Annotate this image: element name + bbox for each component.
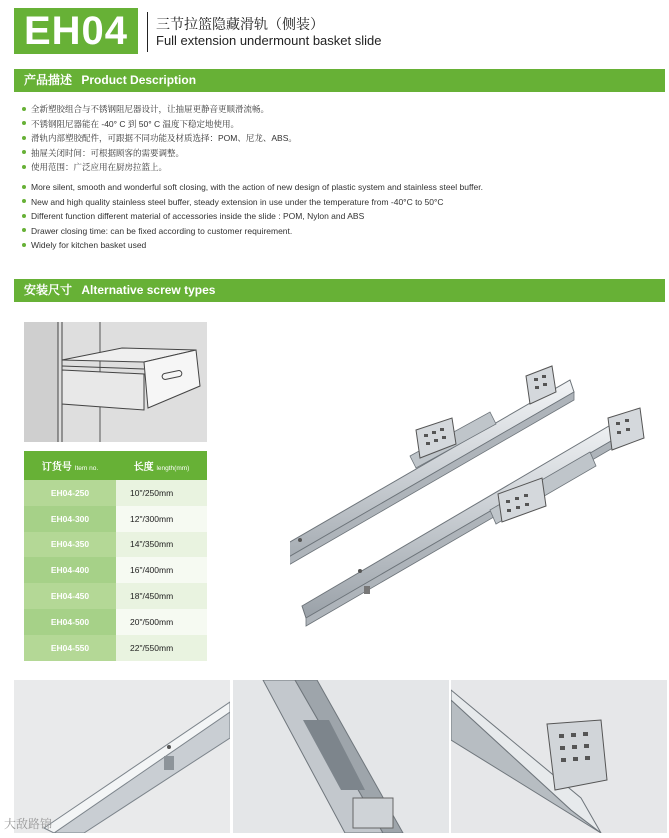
table-row: [24, 557, 207, 583]
item-length: 12"/300mm: [130, 513, 174, 524]
slide-product-image: [290, 360, 660, 630]
spec-table: [24, 451, 207, 661]
item-code: EH04-250: [24, 480, 116, 506]
item-code: EH04-550: [24, 635, 116, 661]
list-item: 抽屉关闭时间：可根据顾客的需要调整。: [22, 146, 297, 161]
item-length: 20"/500mm: [130, 616, 174, 627]
bullet-icon: [22, 199, 26, 203]
header-item-no: 订货号 Item no.: [24, 451, 116, 480]
list-item: Drawer closing time: can be fixed according to customer requirement.: [22, 224, 483, 239]
item-length: 18"/450mm: [130, 591, 174, 602]
item-code: EH04-400: [24, 557, 116, 583]
list-item: 滑轨内部塑胶配件，可跟据不同功能及材质选择：POM、尼龙、ABS。: [22, 131, 297, 146]
installation-diagram: [24, 322, 207, 442]
table-row: [24, 635, 207, 661]
section-title-cn: 产品描述: [24, 73, 73, 87]
model-logo: EH04: [14, 8, 138, 54]
bullet-icon: [22, 165, 26, 169]
list-item: Widely for kitchen basket used: [22, 238, 483, 253]
list-item: Different function different material of accessories inside the slide : POM, Nylon and ABS: [22, 209, 483, 224]
item-length: 16"/400mm: [130, 565, 174, 576]
table-header-row: [24, 451, 207, 480]
table-row: [24, 532, 207, 558]
table-row: [24, 583, 207, 609]
detail-photo-3: [451, 680, 667, 833]
title-chinese: 三节拉篮隐藏滑轨（侧装）: [156, 16, 324, 32]
bullet-icon: [22, 228, 26, 232]
item-code: EH04-350: [24, 532, 116, 558]
title-divider: [147, 12, 148, 52]
detail-photo-1: [14, 680, 230, 833]
bullet-icon: [22, 150, 26, 154]
detail-photo-2: [233, 680, 449, 833]
description-list-en: [22, 180, 483, 253]
table-row: [24, 480, 207, 506]
section-title-en: Alternative screw types: [81, 283, 216, 297]
bullet-icon: [22, 243, 26, 247]
bullet-icon: [22, 185, 26, 189]
product-description-bar: [14, 69, 665, 92]
item-code: EH04-300: [24, 506, 116, 532]
list-item: 不锈钢阻尼器能在 -40° C 到 50° C 温度下稳定地使用。: [22, 117, 297, 132]
item-length: 10"/250mm: [130, 487, 174, 498]
bullet-icon: [22, 121, 26, 125]
item-length: 14"/350mm: [130, 539, 174, 550]
list-item: New and high quality stainless steel buffer, steady extension in use under the temperature from -40°C to 50°C: [22, 195, 483, 210]
list-item: More silent, smooth and wonderful soft closing, with the action of new design of plastic system and stainless steel buffer.: [22, 180, 483, 195]
screw-types-bar: [14, 279, 665, 302]
section-title-cn: 安装尺寸: [24, 283, 73, 297]
bullet-icon: [22, 214, 26, 218]
list-item: 全新塑胶组合与不锈钢阻尼器设计，让抽屉更静音更顺滑流畅。: [22, 102, 297, 117]
table-row: [24, 609, 207, 635]
table-row: [24, 506, 207, 532]
item-code: EH04-450: [24, 583, 116, 609]
watermark-text: 大敌路锦: [4, 817, 53, 831]
title-english: Full extension undermount basket slide: [156, 33, 382, 48]
item-code: EH04-500: [24, 609, 116, 635]
section-title-en: Product Description: [81, 73, 197, 87]
item-length: 22"/550mm: [130, 642, 174, 653]
description-list-cn: [22, 102, 297, 175]
bullet-icon: [22, 136, 26, 140]
bullet-icon: [22, 107, 26, 111]
list-item: 使用范围：广泛应用在厨房拉篮上。: [22, 160, 297, 175]
header-length: 长度 length(mm): [116, 451, 207, 480]
